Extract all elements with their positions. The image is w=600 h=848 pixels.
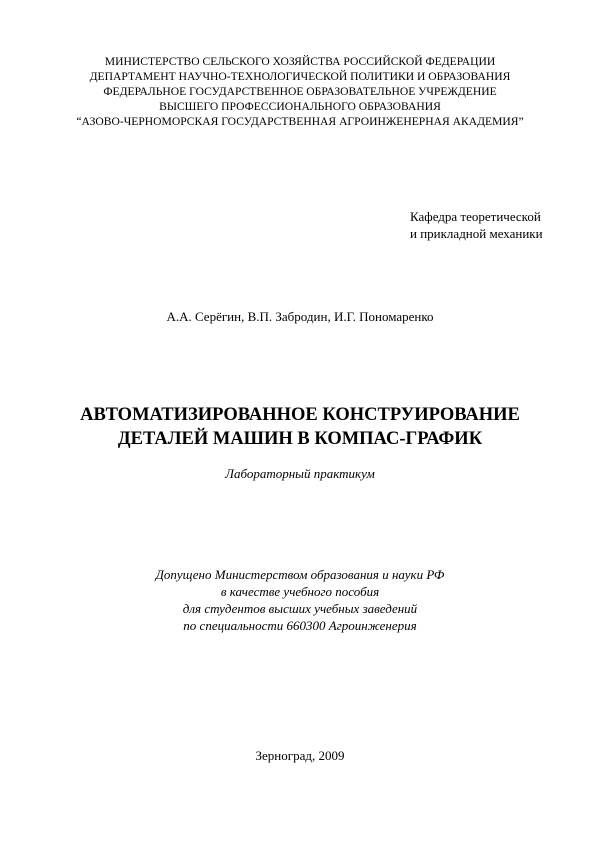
chair-name [410,208,543,242]
header-line-ministry: МИНИСТЕРСТВО СЕЛЬСКОГО ХОЗЯЙСТВА РОССИЙСКОЙ ФЕДЕРАЦИИ [104,55,496,68]
header-line-academy-name: “АЗОВО-ЧЕРНОМОРСКАЯ ГОСУДАРСТВЕННАЯ АГРОИНЖЕНЕРНАЯ АКАДЕМИЯ” [76,115,524,128]
approval-line-1: Допущено Министерством образования и науки РФ [155,567,445,582]
header-line-institution-type: ФЕДЕРАЛЬНОЕ ГОСУДАРСТВЕННОЕ ОБРАЗОВАТЕЛЬНОЕ УЧРЕЖДЕНИЕ [103,85,497,98]
header-line-education-level: ВЫСШЕГО ПРОФЕССИОНАЛЬНОГО ОБРАЗОВАНИЯ [159,100,441,113]
approval-stamp-text [0,566,600,634]
chair-line-1: Кафедра теоретической [410,209,541,224]
header-line-department: ДЕПАРТАМЕНТ НАУЧНО-ТЕХНОЛОГИЧЕСКОЙ ПОЛИТИКИ И ОБРАЗОВАНИЯ [89,70,511,83]
place-and-year: Зерноград, 2009 [255,748,345,763]
approval-line-2: в качестве учебного пособия [220,584,380,599]
document-title [0,403,600,451]
title-line-2: ДЕТАЛЕЙ МАШИН В КОМПАС-ГРАФИК [117,429,483,449]
approval-line-4: по специальности 660300 Агроинженерия [183,618,417,633]
approval-line-3: для студентов высших учебных заведений [182,601,418,616]
document-subtitle: Лабораторный практикум [225,466,375,481]
title-line-1: АВТОМАТИЗИРОВАННОЕ КОНСТРУИРОВАНИЕ [80,405,520,425]
authors: А.А. Серёгин, В.П. Забродин, И.Г. Пономаренко [166,309,434,324]
chair-line-2: и прикладной механики [410,226,543,241]
ministry-header [0,54,600,129]
